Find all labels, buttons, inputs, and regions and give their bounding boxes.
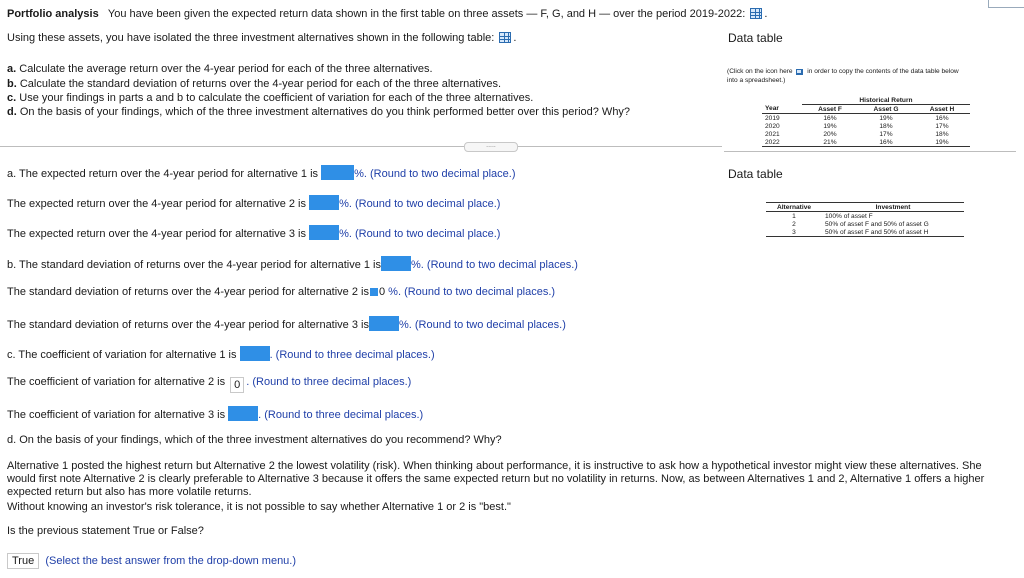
data-table-icon[interactable] [750, 8, 762, 19]
cell: 2 [792, 220, 796, 228]
part-d-para: Alternative 1 posted the highest return but Alternative 2 the lowest volatility (risk). When thinking about performance, it is instructive to ask how a hypothetical investor might view these alternatives. She [7, 460, 982, 472]
divider [724, 151, 1016, 152]
cell: 20% [823, 130, 837, 138]
table-row [762, 138, 970, 147]
note-text: in order to copy the contents of the data table below [807, 68, 959, 75]
answer-hint: %. (Round to two decimal place.) [339, 228, 501, 240]
answer-hint: . (Round to three decimal places.) [258, 409, 424, 421]
task-a [7, 63, 433, 75]
answer-label: The expected return over the 4-year period for alternative 2 is [7, 198, 306, 210]
task-letter: c. [7, 92, 17, 104]
cell: 18% [879, 122, 893, 130]
col-header: Alternative [776, 203, 812, 211]
cell: 17% [879, 130, 893, 138]
table-row [766, 220, 964, 228]
cell: 3 [792, 228, 796, 236]
col-header: Asset F [818, 105, 842, 113]
answer-b1 [7, 256, 578, 271]
answer-label: b. The standard deviation of returns over the 4-year period for alternative 1 is [7, 259, 382, 271]
task-b [7, 78, 501, 90]
cell: 1 [792, 212, 796, 220]
cell: 50% of asset F and 50% of asset G [825, 220, 929, 228]
data-table-icon[interactable] [499, 32, 511, 43]
alternatives-table [766, 202, 964, 237]
intro-line: Portfolio analysis You have been given the expected return data shown in the first table on three assets — F, G, and H — over the period 2019-2022: . [7, 8, 768, 20]
group-header: Historical Return [802, 96, 970, 105]
expand-button[interactable]: ..... [464, 142, 518, 152]
cell: 16% [879, 138, 893, 146]
answer-label: The coefficient of variation for alternative 2 is [7, 376, 226, 388]
window-corner [988, 0, 1024, 8]
answer-b3 [7, 316, 566, 331]
col-header: Asset H [929, 105, 955, 113]
answer-label: The coefficient of variation for alternative 3 is [7, 409, 226, 421]
part-d-para: Without knowing an investor's risk tolerance, it is not possible to say whether Alternative 1 or 2 is "best." [7, 501, 511, 513]
answer-input[interactable] [309, 195, 339, 210]
cell: 21% [823, 138, 837, 146]
col-header: Asset G [873, 105, 899, 113]
part-d-para: expected return but also has more volatile returns. [7, 486, 252, 498]
page-title: Portfolio analysis [7, 8, 99, 20]
answer-label: The standard deviation of returns over the 4-year period for alternative 3 is [7, 319, 369, 331]
answer-label: a. The expected return over the 4-year period for alternative 1 is [7, 168, 319, 180]
answer-hint: %. (Round to two decimal place.) [354, 168, 516, 180]
answer-input[interactable]: 0 [230, 377, 244, 393]
answer-hint: . (Round to three decimal places.) [269, 349, 435, 361]
answer-input[interactable] [321, 165, 354, 180]
note-text: (Click on the icon here [727, 68, 793, 75]
answer-c3 [7, 406, 423, 421]
cell: 2021 [765, 130, 780, 138]
true-false-dropdown[interactable]: True [7, 553, 39, 569]
answer-b2 [7, 286, 555, 298]
table-row [766, 228, 964, 237]
dropdown-hint: (Select the best answer from the drop-down menu.) [45, 555, 297, 567]
historical-return-table [762, 96, 970, 147]
answer-c1 [7, 346, 435, 361]
task-text: Calculate the average return over the 4-year period for each of the three alternatives. [19, 63, 433, 75]
table-row [766, 212, 964, 221]
part-d-prompt: Is the previous statement True or False? [7, 525, 204, 537]
answer-label: The standard deviation of returns over the 4-year period for alternative 2 is [7, 286, 369, 298]
data-table-title: Data table [728, 31, 783, 45]
copy-icon[interactable] [796, 69, 803, 75]
answer-value: 0 [378, 286, 386, 298]
copy-note [727, 68, 959, 75]
table-row [762, 114, 970, 123]
answer-hint: %. (Round to two decimal place.) [339, 198, 501, 210]
table-row [762, 122, 970, 130]
answer-hint: %. (Round to two decimal places.) [388, 286, 556, 298]
divider [0, 146, 722, 147]
copy-note-2: into a spreadsheet.) [727, 77, 786, 84]
answer-input[interactable] [240, 346, 270, 361]
intro-text: You have been given the expected return data shown in the first table on three assets — F, G, and H — over the period 2019-2022: [107, 8, 746, 20]
cell: 16% [823, 114, 837, 122]
sub-text: Using these assets, you have isolated the three investment alternatives shown in the following table: [7, 32, 495, 44]
task-d [7, 106, 630, 118]
table-row [762, 130, 970, 138]
answer-label: c. The coefficient of variation for alternative 1 is [7, 349, 237, 361]
answer-input[interactable] [228, 406, 258, 421]
task-text: On the basis of your findings, which of the three investment alternatives do you think performed better over this period? Why? [19, 106, 631, 118]
cell: 2022 [765, 138, 780, 146]
answer-a2 [7, 195, 500, 210]
answer-label: The expected return over the 4-year period for alternative 3 is [7, 228, 306, 240]
task-c [7, 92, 533, 104]
task-letter: d. [7, 106, 17, 118]
answer-input[interactable] [381, 256, 411, 271]
answer-a1 [7, 165, 516, 180]
answer-hint: %. (Round to two decimal places.) [411, 259, 578, 271]
col-header: Year [765, 105, 779, 113]
answer-a3 [7, 225, 500, 240]
cell: 2019 [765, 114, 780, 122]
sub-line: Using these assets, you have isolated the three investment alternatives shown in the following table: . [7, 32, 517, 44]
data-table-title: Data table [728, 167, 783, 181]
cell: 18% [935, 130, 949, 138]
cell: 2020 [765, 122, 780, 130]
cell: 17% [935, 122, 949, 130]
part-d-question: d. On the basis of your findings, which of the three investment alternatives do you recommend? Why? [7, 434, 502, 446]
answer-c2 [7, 376, 411, 393]
task-text: Calculate the standard deviation of returns over the 4-year period for each of the three alternatives. [19, 78, 502, 90]
part-d-para: would first note Alternative 2 is clearly preferable to Alternative 3 because it offers the same expected return but no volatility in returns. Now, as between Alternatives 1 and 2, Alternative 1 offers a higher [7, 473, 985, 485]
answer-input[interactable] [309, 225, 339, 240]
cell: 19% [935, 138, 949, 146]
cell: 100% of asset F [825, 212, 873, 220]
col-header: Investment [875, 203, 911, 211]
answer-input[interactable] [369, 316, 399, 331]
part-d-answer [7, 553, 296, 569]
answer-hint: %. (Round to two decimal places.) [398, 319, 566, 331]
answer-input[interactable] [370, 288, 378, 296]
cell: 19% [823, 122, 837, 130]
answer-hint: . (Round to three decimal places.) [246, 376, 412, 388]
task-letter: a. [7, 63, 17, 75]
task-text: Use your findings in parts a and b to calculate the coefficient of variation for each of the three alternatives. [19, 92, 534, 104]
task-letter: b. [7, 78, 17, 90]
cell: 19% [879, 114, 893, 122]
cell: 16% [935, 114, 949, 122]
cell: 50% of asset F and 50% of asset H [825, 228, 929, 236]
